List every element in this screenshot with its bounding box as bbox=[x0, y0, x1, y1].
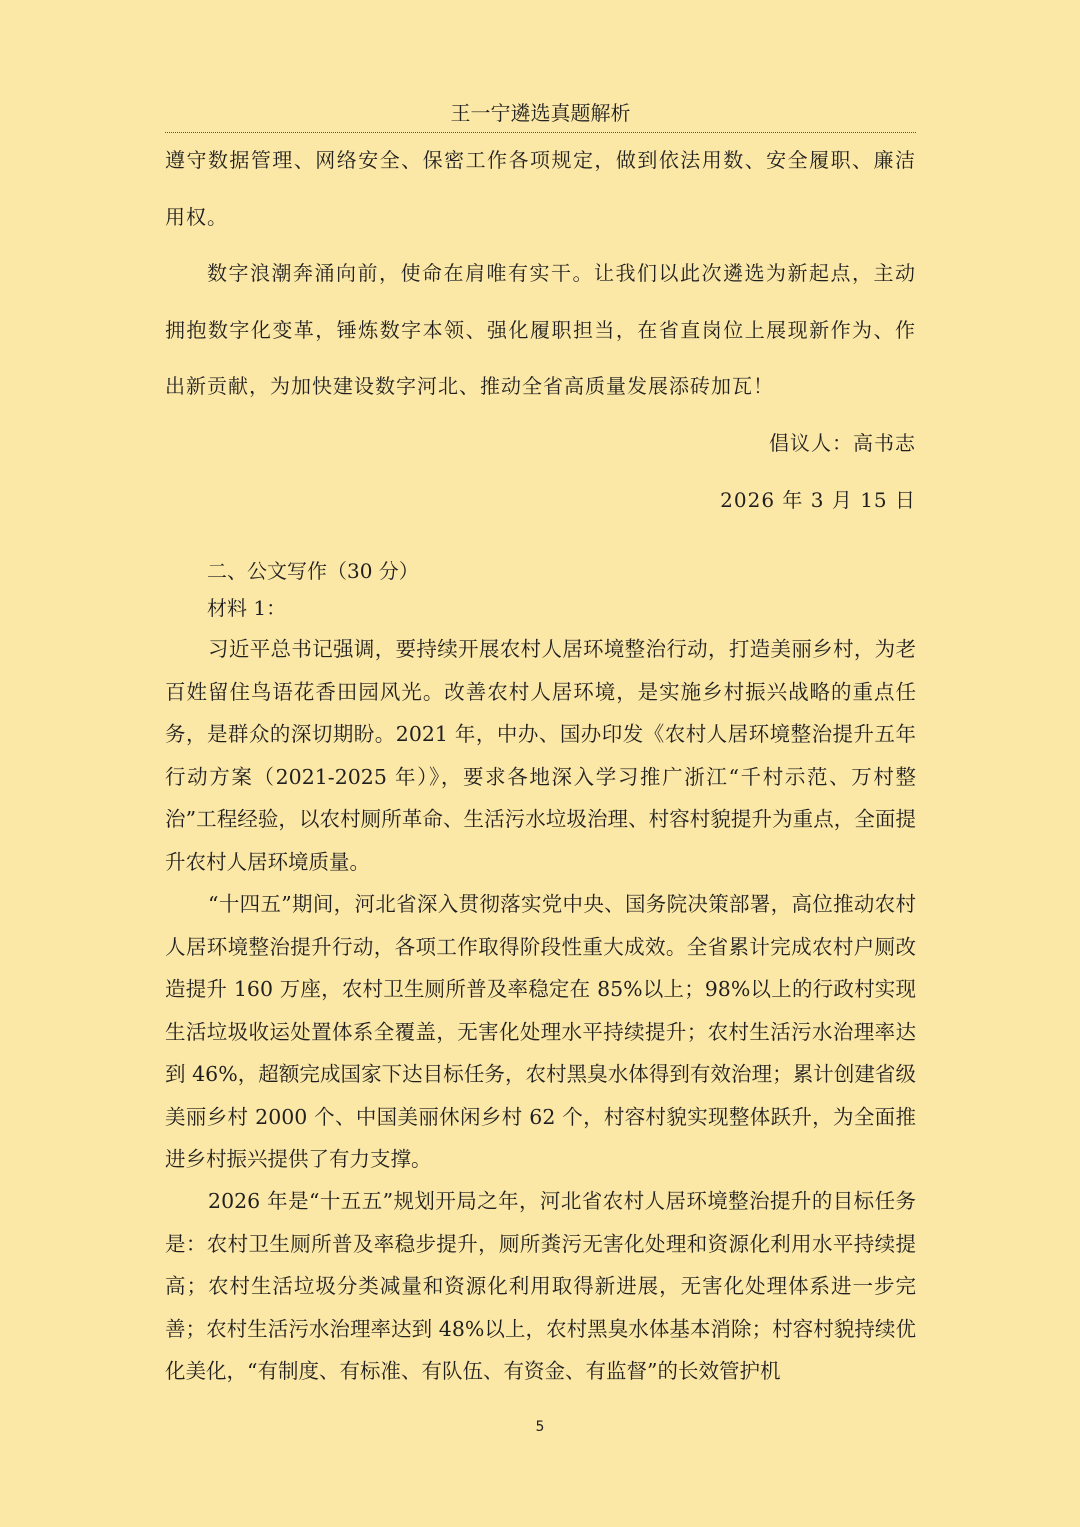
letter-paragraph-continued: 遵守数据管理、网络安全、保密工作各项规定，做到依法用数、安全履职、廉洁用权。 bbox=[165, 148, 916, 229]
letter-signature: 倡议人：高书志 bbox=[769, 431, 916, 455]
material-paragraph: 2026 年是“十五五”规划开局之年，河北省农村人居环境整治提升的目标任务是：农村卫生厕所普及率稳步提升，厕所粪污无害化处理和资源化利用水平持续提高；农村生活垃圾分类减量和资源化利用取得新进展，无害化处理体系进一步完善；农村生活污水治理率达到 48%以上，农村黑臭水体基本消除；村容村貌持续优化美化，“有制度、有标准、有队伍、有资金、有监督”的长效管护机 bbox=[165, 1189, 916, 1383]
letter-paragraph-closing: 数字浪潮奔涌向前，使命在肩唯有实干。让我们以此次遴选为新起点，主动拥抱数字化变革，锤炼数字本领、强化履职担当，在省直岗位上展现新作为、作出新贡献，为加快建设数字河北、推动全省高质量发展添砖加瓦！ bbox=[165, 261, 916, 398]
material-paragraph: 习近平总书记强调，要持续开展农村人居环境整治行动，打造美丽乡村，为老百姓留住鸟语花香田园风光。改善农村人居环境，是实施乡村振兴战略的重点任务，是群众的深切期盼。2021 年，中办、国办印发《农村人居环境整治提升五年行动方案（2021-2025 年）》，要求各地深入学习推广浙江“千村示范、万村整治”工程经验，以农村厕所革命、生活污水垃圾治理、村容村貌提升为重点，全面提升农村人居环境质量。 bbox=[165, 637, 916, 874]
material-label: 材料 1： bbox=[207, 596, 287, 620]
letter-date: 2026 年 3 月 15 日 bbox=[720, 488, 916, 512]
section-heading: 二、公文写作（30 分） bbox=[207, 559, 419, 583]
document-header: 王一宁遴选真题解析 bbox=[450, 101, 631, 125]
material-paragraph: “十四五”期间，河北省深入贯彻落实党中央、国务院决策部署，高位推动农村人居环境整治提升行动，各项工作取得阶段性重大成效。全省累计完成农村户厕改造提升 160 万座，农村卫生厕所普及率稳定在 85%以上；98%以上的行政村实现生活垃圾收运处置体系全覆盖，无害化处理水平持续提升；农村生活污水治理率达到 46%，超额完成国家下达目标任务，农村黑臭水体得到有效治理；累计创建省级美丽乡村 2000 个、中国美丽休闲乡村 62 个，村容村貌实现整体跃升，为全面推进乡村振兴提供了有力支撑。 bbox=[165, 892, 916, 1171]
page-number: 5 bbox=[535, 1419, 545, 1435]
